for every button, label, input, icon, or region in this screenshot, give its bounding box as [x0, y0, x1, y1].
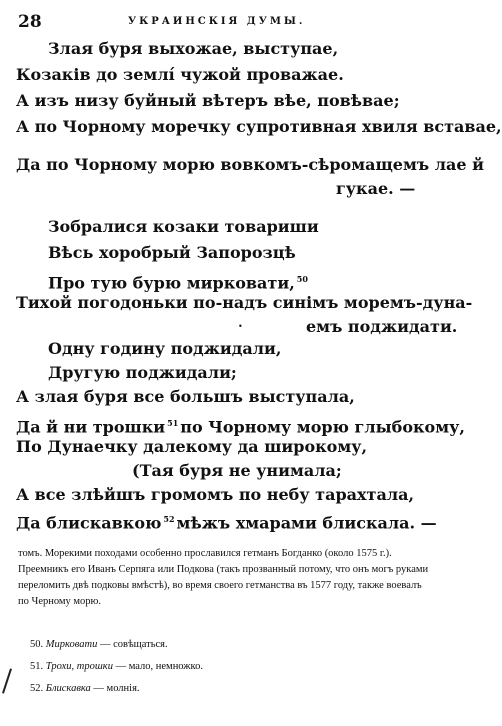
poem-line-text: мѣжъ хмарами блискала. —	[176, 513, 437, 533]
footnote-term: Блискавка	[45, 683, 91, 694]
footnote-number: 52.	[30, 683, 44, 694]
poem-line	[16, 412, 465, 437]
footnote-definition: — мало, немножко.	[115, 661, 203, 672]
poem-line: емъ поджидати.	[306, 317, 458, 336]
footnote-continuation: томъ. Морекими походами особенно прославился гетманъ Богданко (около 1575 г.). Преемникъ его Иванъ Серпяга или Подкова (такъ прозванный потому, что онъ могъ руками переломить двѣ подковы вмѣстѣ), во время своего гетманства въ 1577 году, также воевалъ по Черному морю.	[18, 548, 429, 607]
poem-line	[16, 508, 437, 533]
poem-line: А все злѣйшъ громомъ по небу тарахтала,	[16, 485, 415, 504]
poem-line: А по Чорному моречку супротивная хвиля вставае,	[16, 117, 502, 136]
poem-line: Да по Чорному морю вовкомъ-сѣромащемъ лае й	[16, 155, 484, 174]
note-ref-50: 50	[296, 274, 308, 284]
page-number: 28	[18, 12, 42, 32]
footnote-term: Мирковати	[45, 639, 98, 650]
poem-line: гукае. —	[336, 179, 416, 198]
footnote-list	[30, 634, 430, 700]
poem-line: Злая буря выхожае, выступае,	[48, 39, 339, 58]
poem-line-text: Да блискавкою	[16, 513, 162, 533]
poem-line: А злая буря все большъ выступала,	[16, 387, 355, 406]
note-ref-52: 52	[163, 514, 175, 524]
footnote-number: 50.	[30, 639, 44, 650]
poem-line: Вѣсь хоробрый Запорозцѣ	[48, 243, 296, 262]
poem-line-text: по Чорному морю глыбокому,	[180, 417, 465, 437]
footnote-entry	[30, 678, 430, 700]
poem-line: По Дунаечку далекому да широкому,	[16, 437, 368, 456]
poem-line: (Тая буря не унимала;	[132, 461, 342, 480]
poem-line: Козаків до землі́ чужой проважае.	[16, 65, 344, 84]
footnote-entry	[30, 634, 430, 656]
footnote-entry	[30, 656, 430, 678]
footnote-number: 51.	[30, 661, 44, 672]
poem-line: Зобралися козаки товариши	[48, 217, 319, 236]
poem-line: Тихой погодоньки по-надъ синімъ моремъ-дуна-	[16, 293, 473, 312]
footnote-term: Трохи, трошки	[45, 661, 113, 672]
poem-line: Одну годину поджидали,	[48, 339, 282, 358]
poem-line-text: Про тую бурю мирковати,	[48, 273, 295, 293]
poem-line: Другую поджидали;	[48, 363, 237, 382]
footnote-definition: — совѣщаться.	[99, 639, 168, 650]
poem-line-text: Да й ни трошки	[16, 417, 166, 437]
margin-mark: •	[238, 322, 243, 331]
poem-line	[48, 268, 310, 293]
poem-line: А изъ низу буйный вѣтеръ вѣе, повѣвае;	[16, 91, 400, 110]
running-title: УКРАИНСКІЯ ДУМЫ.	[128, 16, 306, 27]
margin-pencil-mark	[2, 668, 12, 693]
note-ref-51: 51	[167, 418, 179, 428]
footnote-definition: — молнія.	[93, 683, 140, 694]
page-header	[18, 12, 432, 32]
